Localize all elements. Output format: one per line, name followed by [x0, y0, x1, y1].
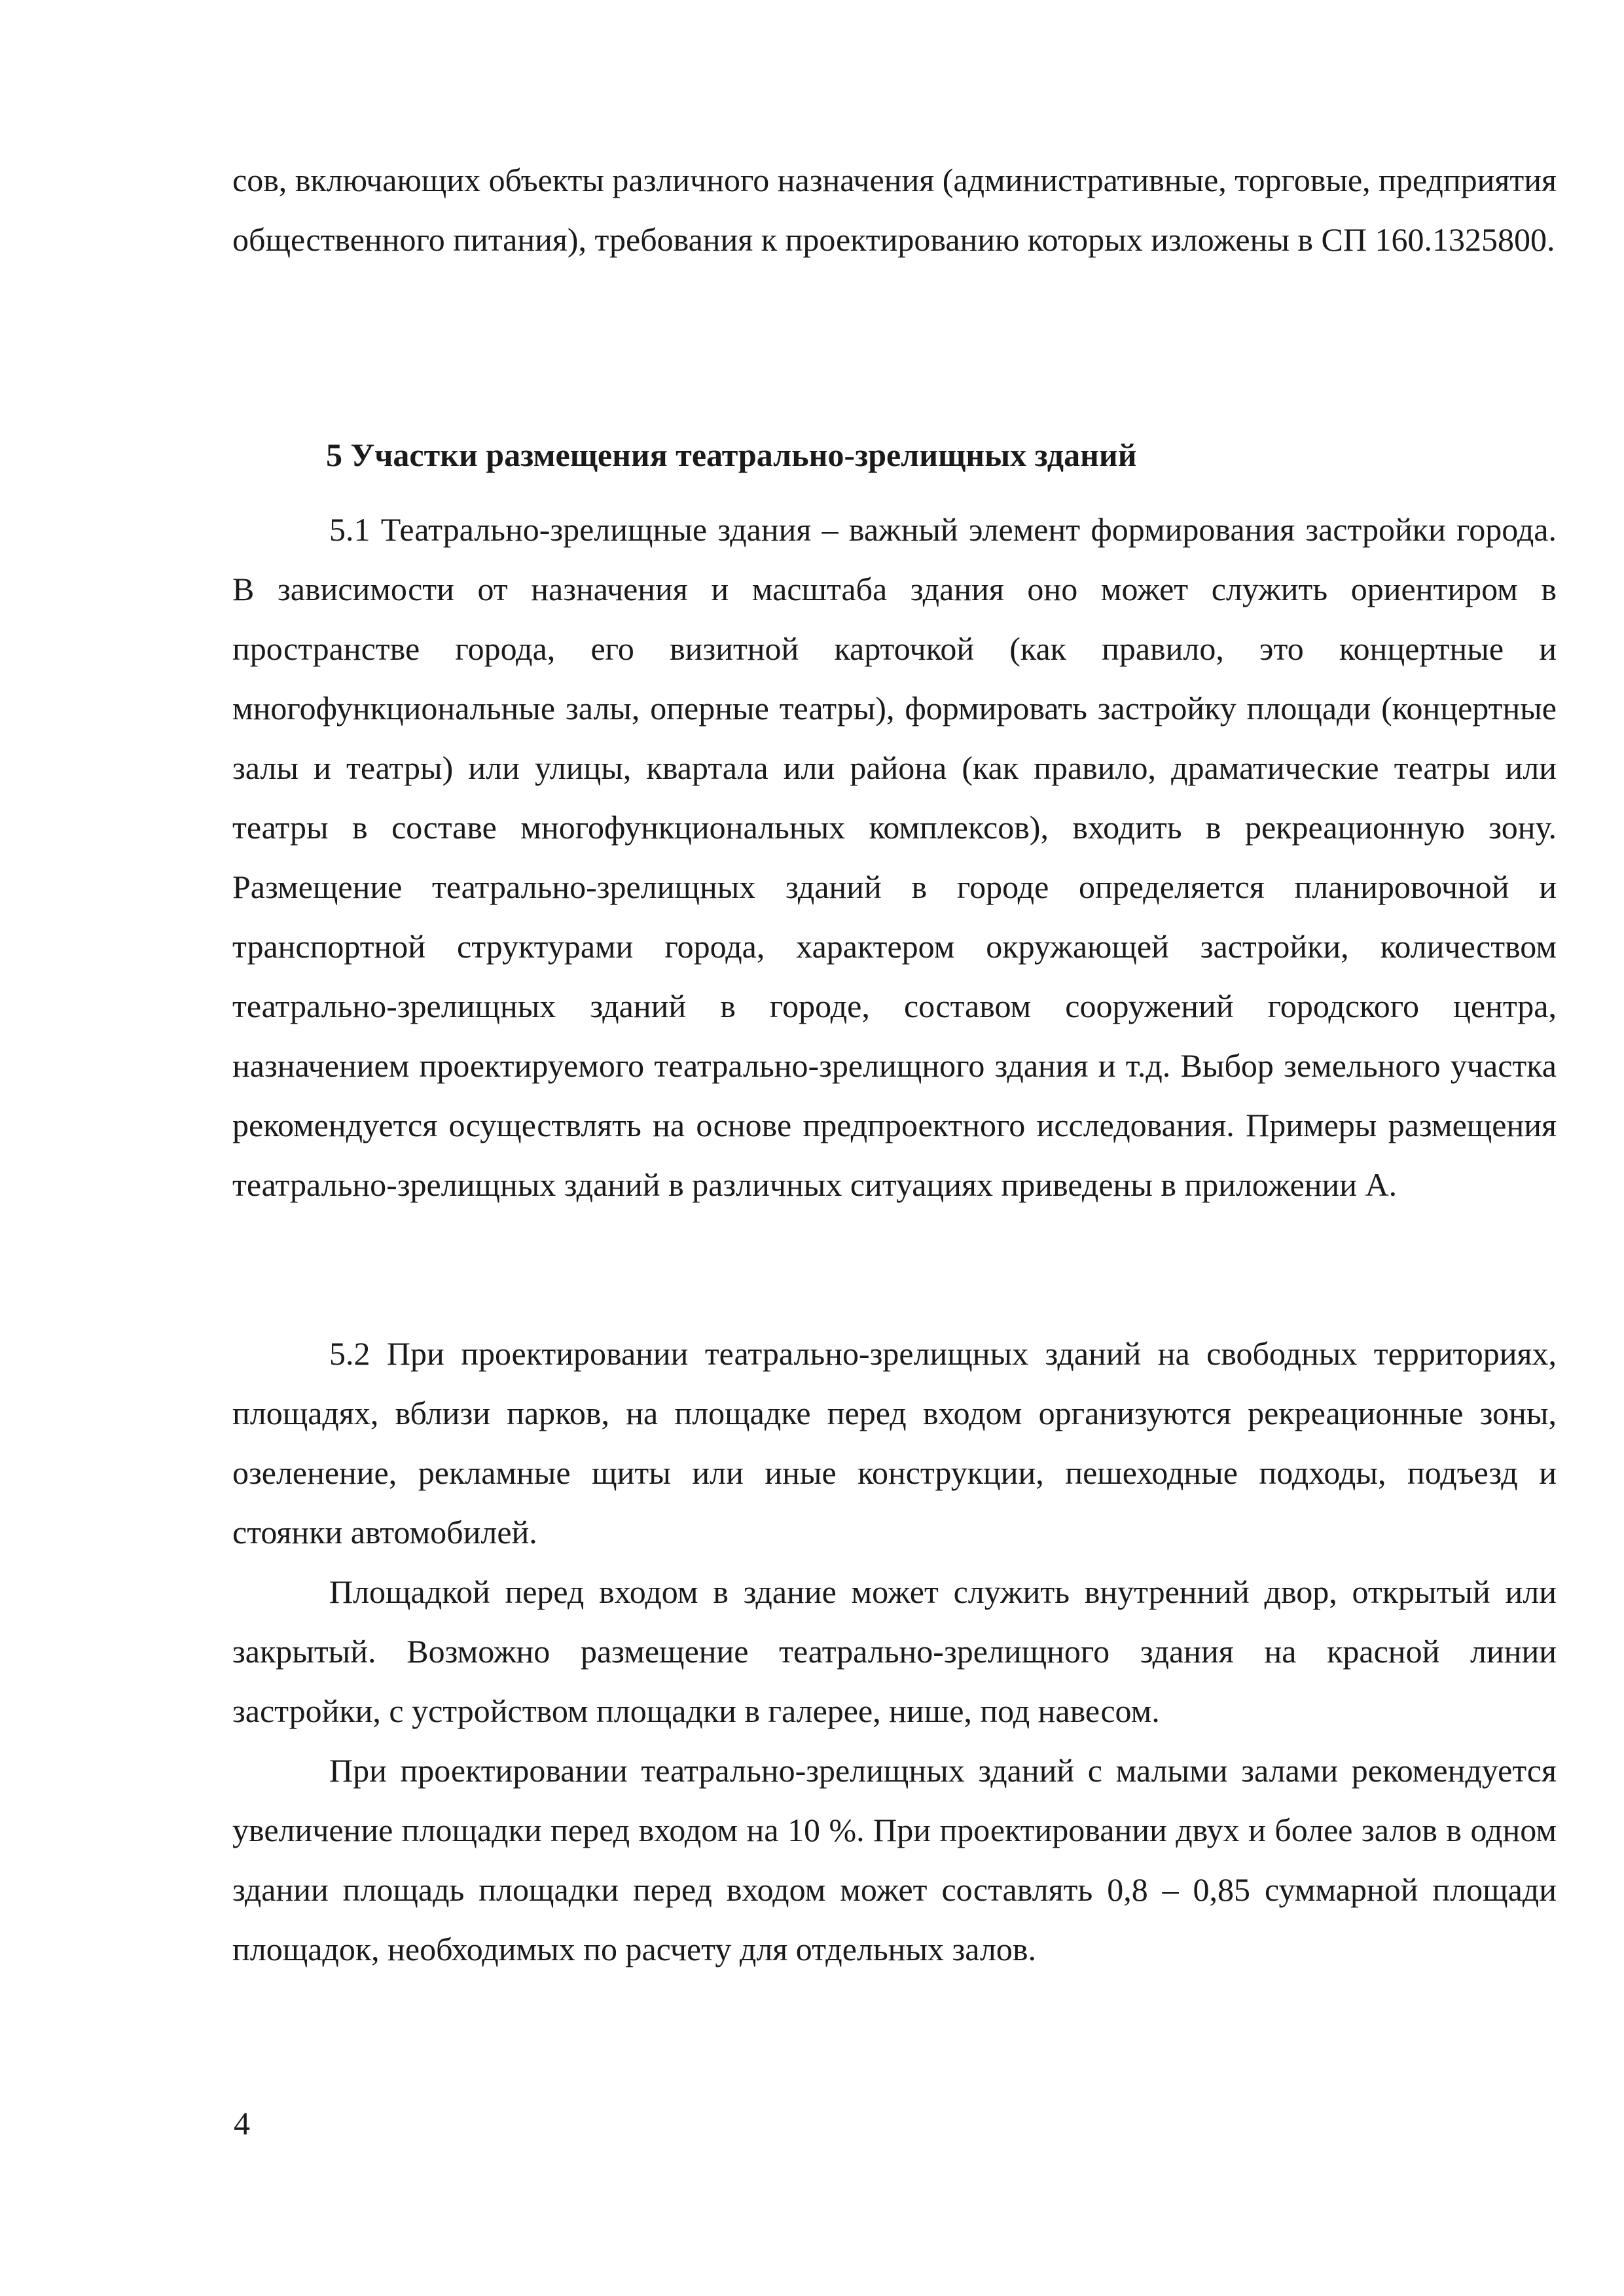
paragraph-5-2: 5.2 При проектировании театрально-зрелищных зданий на свободных территориях, площадях, вблизи парков, на площадке перед входом организуются рекреационные зоны, озеленение, рекламные щиты или иные конструкции, пешеходные подходы, подъезд и стоянки автомобилей.	[232, 1335, 1557, 1551]
paragraph-small-halls: При проектировании театрально-зрелищных зданий с малыми залами рекомендуется увеличение площадки перед входом на 10 %. При проектировании двух и более залов в одном здании площадь площадки перед входом может составлять 0,8 – 0,85 суммарной площади площадок, необходимых по расчету для отдельных залов.	[232, 1752, 1557, 1967]
section-heading: 5 Участки размещения театрально-зрелищных зданий	[326, 437, 1137, 473]
paragraph-entrance-area: Площадкой перед входом в здание может служить внутренний двор, открытый или закрытый. Возможно размещение театрально-зрелищного здания на красной линии застройки, с устройством площадки в галерее, нише, под навесом.	[232, 1573, 1557, 1729]
paragraph-5-1: 5.1 Театрально-зрелищные здания – важный элемент формирования застройки города. В зависимости от назначения и масштаба здания оно может служить ориентиром в пространстве города, его визитной карточкой (как правило, это концертные и многофункциональные залы, оперные театры), формировать застройку площади (концертные залы и театры) или улицы, квартала или района (как правило, драматические театры или театры в составе многофункциональных комплексов), входить в рекреационную зону. Размещение театрально-зрелищных зданий в городе определяется планировочной и транспортной структурами города, характером окружающей застройки, количеством театрально-зрелищных зданий в городе, составом сооружений городского центра, назначением проектируемого театрально-зрелищного здания и т.д. Выбор земельного участка рекомендуется осуществлять на основе предпроектного исследования. Примеры размещения театрально-зрелищных зданий в различных ситуациях приведены в приложении А.	[232, 511, 1557, 1203]
section-5-1-block	[232, 500, 1557, 1215]
page-number: 4	[234, 2105, 250, 2142]
section-5-2-block	[232, 1324, 1557, 1979]
continuation-text-block	[232, 151, 1557, 270]
continuation-paragraph: сов, включающих объекты различного назначения (административные, торговые, предприятия общественного питания), требования к проектированию которых изложены в СП 160.1325800.	[232, 162, 1557, 258]
